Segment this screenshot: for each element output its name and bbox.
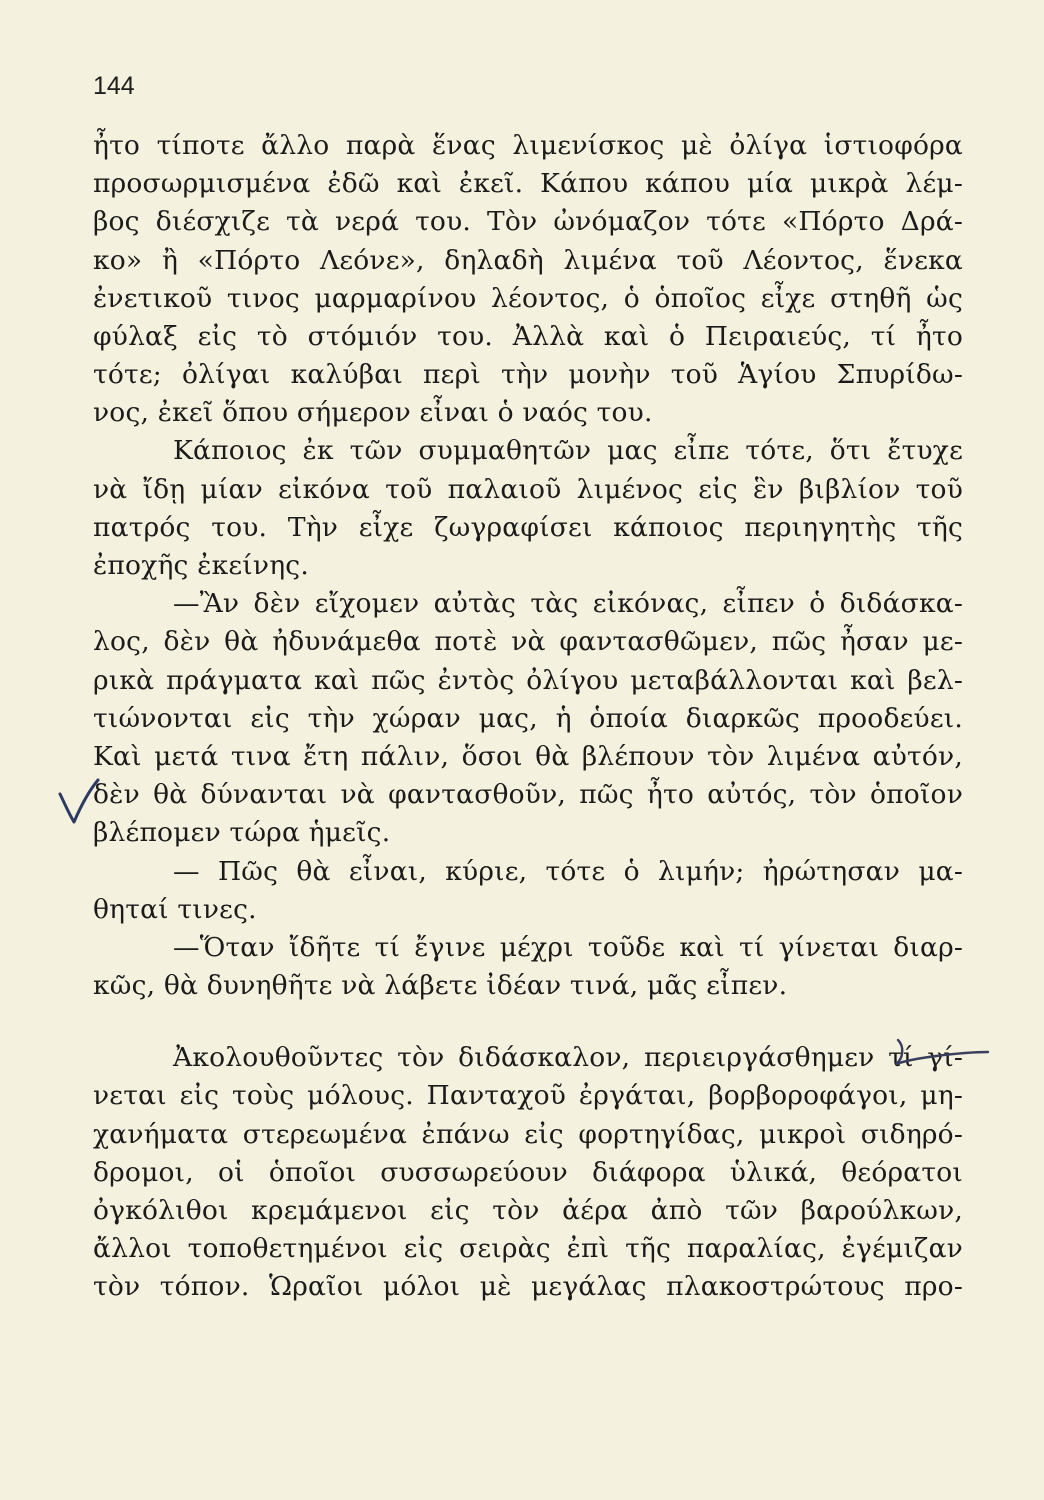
text-line: τότε; ὀλίγαι καλύβαι περὶ τὴν μονὴν τοῦ Ἁγίου Σπυρίδω-	[93, 359, 963, 390]
text-line: ρικὰ πράγματα καὶ πῶς ἐντὸς ὀλίγου μεταβάλλονται καὶ βελ-	[93, 665, 963, 696]
text-line: νὰ ἴδῃ μίαν εἰκόνα τοῦ παλαιοῦ λιμένος εἰς ἓν βιβλίον τοῦ	[93, 474, 963, 505]
text-line: κῶς, θὰ δυνηθῆτε νὰ λάβετε ἰδέαν τινά, μᾶς εἶπεν.	[93, 970, 788, 1001]
text-line: Καὶ μετά τινα ἔτη πάλιν, ὅσοι θὰ βλέπουν τὸν λιμένα αὐτόν,	[93, 741, 963, 772]
text-line: χανήματα στερεωμένα ἐπάνω εἰς φορτηγίδας, μικροὶ σιδηρό-	[93, 1119, 963, 1150]
text-line: βλέπομεν τώρα ἡμεῖς.	[93, 817, 391, 848]
text-line: πατρός του. Τὴν εἶχε ζωγραφίσει κάποιος περιηγητὴς τῆς	[93, 512, 963, 543]
text-line: — Πῶς θὰ εἶναι, κύριε, τότε ὁ λιμήν; ἠρώτησαν μα-	[173, 856, 963, 887]
text-line: Κάποιος ἐκ τῶν συμμαθητῶν μας εἶπε τότε, ὅτι ἔτυχε	[173, 435, 963, 466]
pen-mark-icon	[890, 1032, 990, 1072]
text-line: λος, δὲν θὰ ἠδυνάμεθα ποτὲ νὰ φαντασθῶμεν, πῶς ἦσαν με-	[93, 626, 963, 657]
text-line: ἦτο τίποτε ἄλλο παρὰ ἕνας λιμενίσκος μὲ ὀλίγα ἱστιοφόρα	[93, 130, 963, 161]
text-line: βος διέσχιζε τὰ νερά του. Τὸν ὠνόμαζον τότε «Πόρτο Δρά-	[93, 206, 963, 237]
page-number: 144	[93, 72, 135, 100]
text-line: δρομοι, οἱ ὁποῖοι συσσωρεύουν διάφορα ὑλικά, θεόρατοι	[93, 1157, 963, 1188]
text-line: Ἀκολουθοῦντες τὸν διδάσκαλον, περιειργάσθημεν τί γί-	[173, 1042, 963, 1073]
text-line: θηταί τινες.	[93, 894, 257, 925]
text-line: φύλαξ εἰς τὸ στόμιόν του. Ἀλλὰ καὶ ὁ Πειραιεύς, τί ἦτο	[93, 321, 963, 352]
text-line: —Ἂν δὲν εἴχομεν αὐτὰς τὰς εἰκόνας, εἶπεν ὁ διδάσκα-	[173, 588, 963, 619]
text-line: προσωρμισμένα ἐδῶ καὶ ἐκεῖ. Κάπου κάπου μία μικρὰ λέμ-	[93, 168, 963, 199]
text-line: ἐποχῆς ἐκείνης.	[93, 550, 309, 581]
text-line: νεται εἰς τοὺς μόλους. Πανταχοῦ ἐργάται, βορβοροφάγοι, μη-	[93, 1080, 963, 1111]
checkmark-icon	[56, 778, 100, 826]
text-line: ἐνετικοῦ τινος μαρμαρίνου λέοντος, ὁ ὁποῖος εἶχε στηθῆ ὡς	[93, 283, 963, 314]
text-line: τὸν τόπον. Ὡραῖοι μόλοι μὲ μεγάλας πλακοστρώτους προ-	[93, 1271, 963, 1302]
text-line: —Ὅταν ἴδῆτε τί ἔγινε μέχρι τοῦδε καὶ τί γίνεται διαρ-	[173, 932, 963, 963]
text-line: κο» ἢ «Πόρτο Λεόνε», δηλαδὴ λιμένα τοῦ Λέοντος, ἕνεκα	[93, 245, 963, 276]
text-line: ἄλλοι τοποθετημένοι εἰς σειρὰς ἐπὶ τῆς παραλίας, ἐγέμιζαν	[93, 1233, 963, 1264]
text-line: νος, ἐκεῖ ὅπου σήμερον εἶναι ὁ ναός του.	[93, 397, 653, 428]
text-line: τιώνονται εἰς τὴν χώραν μας, ἡ ὁποία διαρκῶς προοδεύει.	[93, 703, 963, 734]
text-line: δὲν θὰ δύνανται νὰ φαντασθοῦν, πῶς ἦτο αὐτός, τὸν ὁποῖον	[93, 779, 963, 810]
text-line: ὀγκόλιθοι κρεμάμενοι εἰς τὸν ἀέρα ἀπὸ τῶν βαρούλκων,	[93, 1195, 963, 1226]
